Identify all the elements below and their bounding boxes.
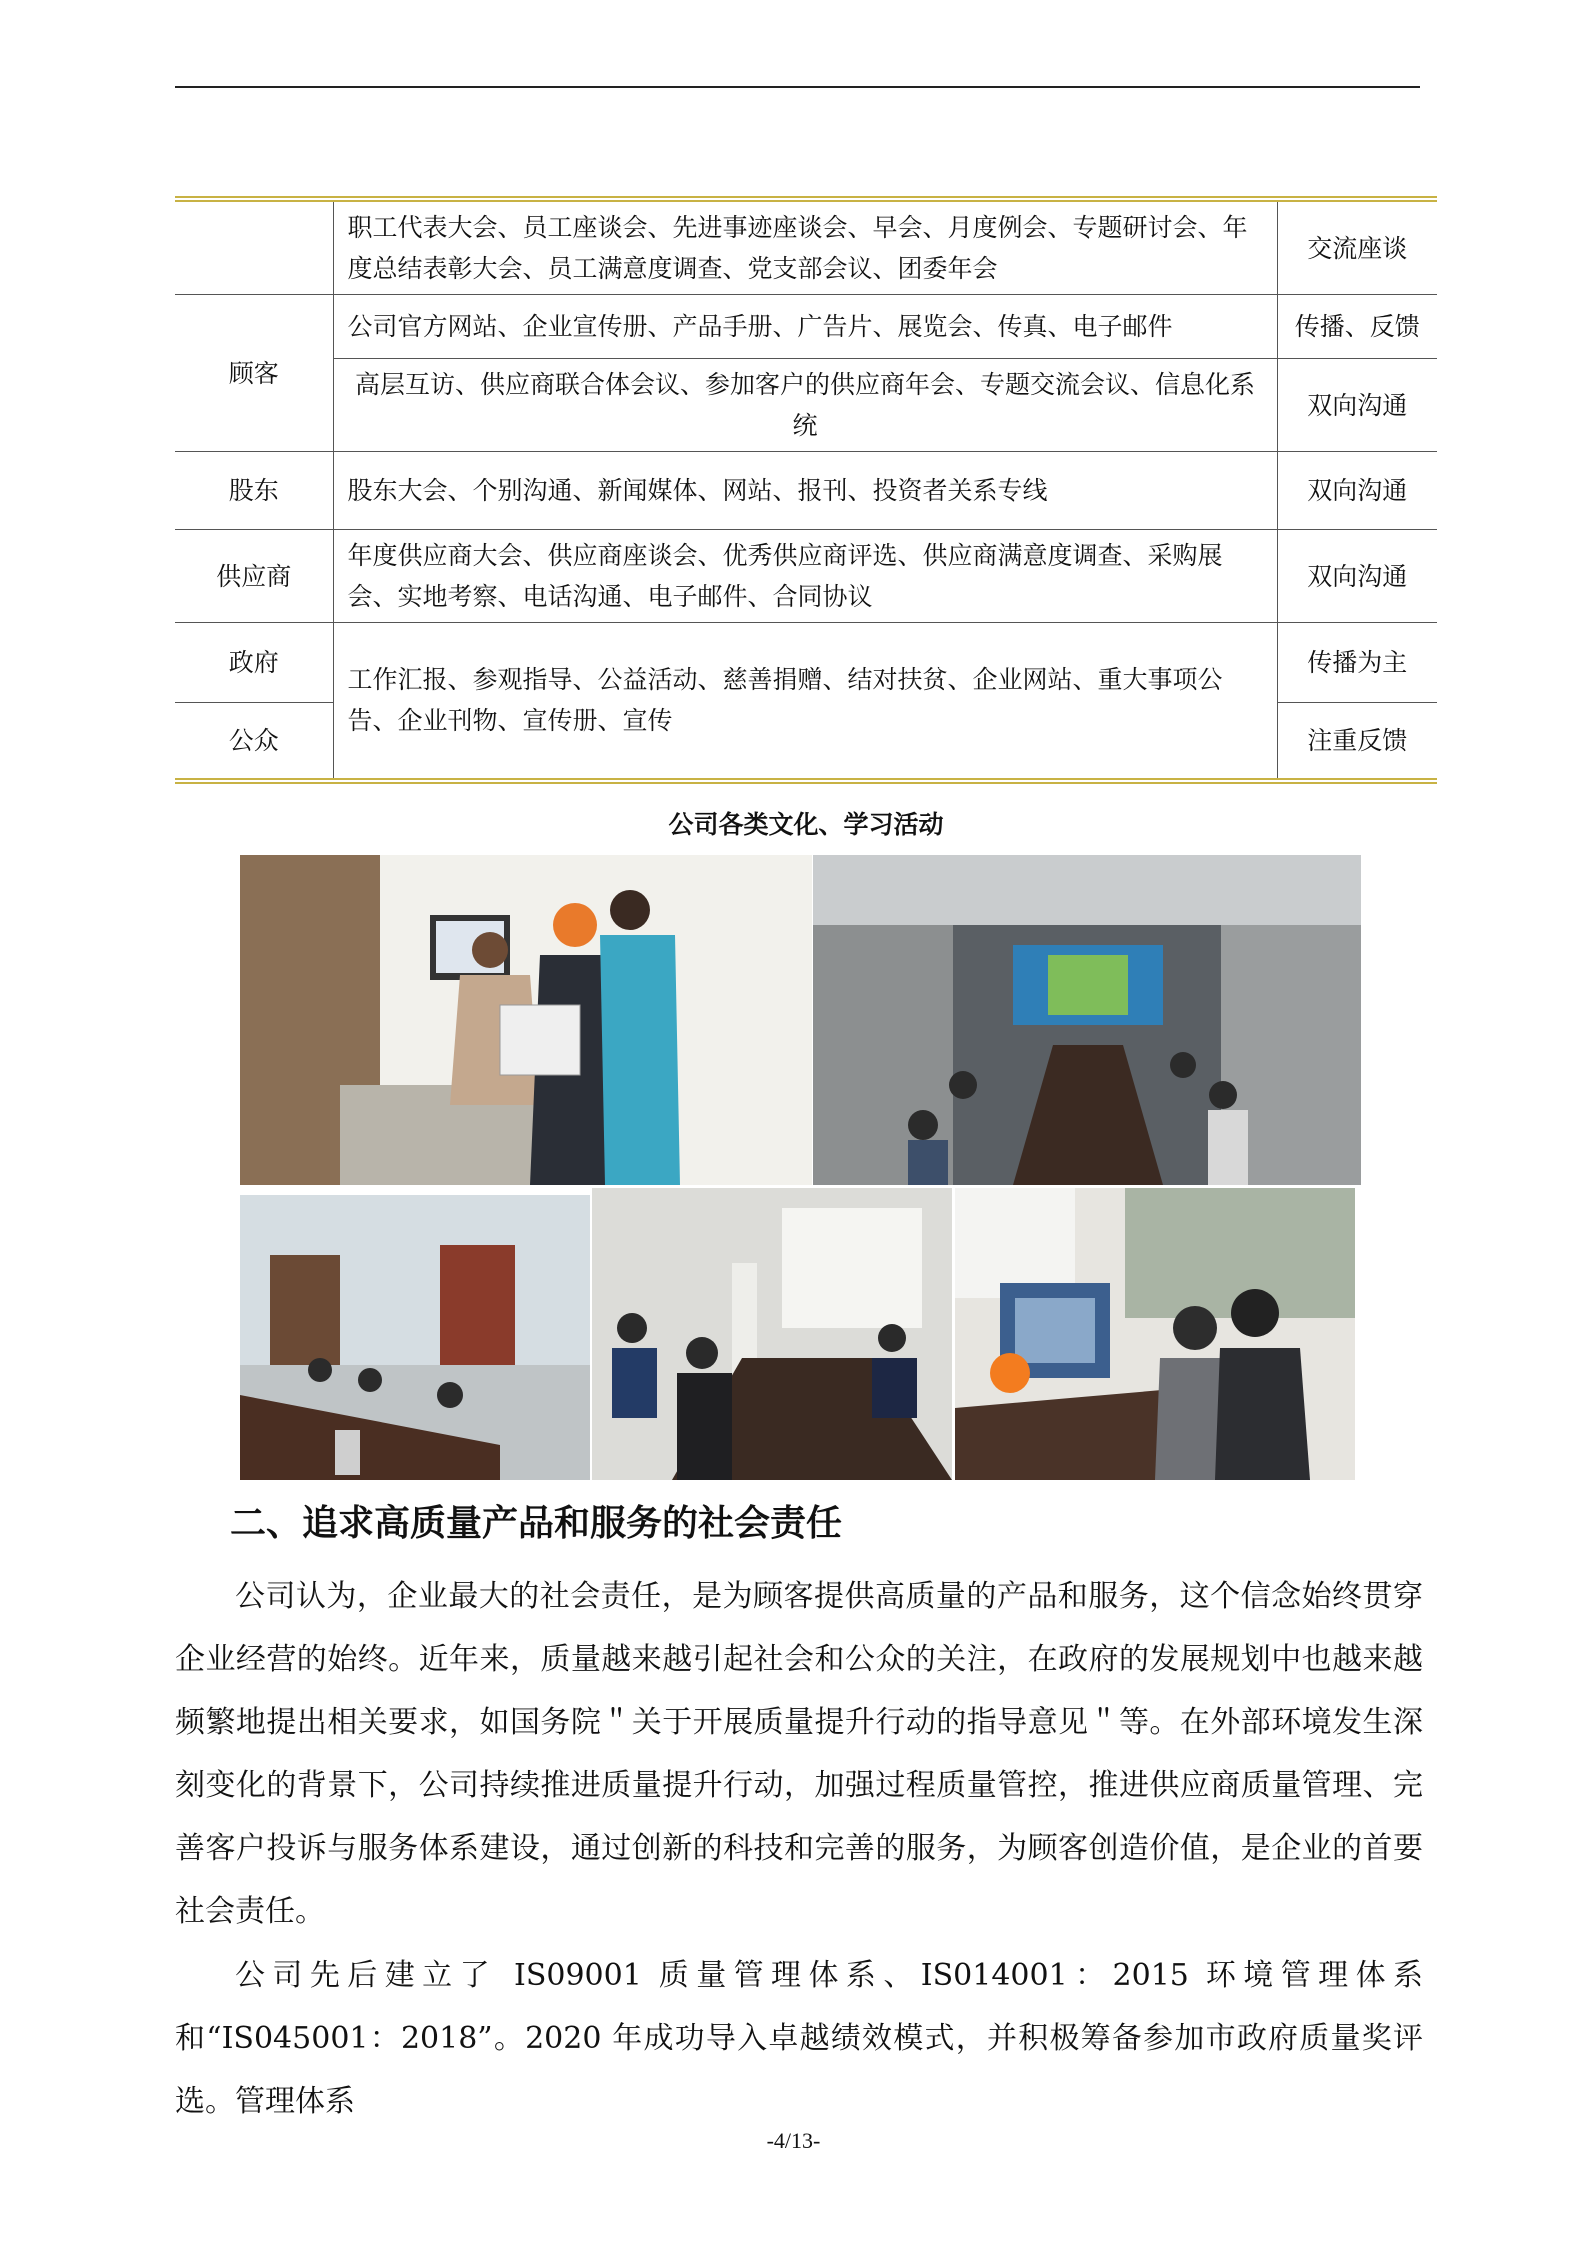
table-row — [175, 359, 1437, 452]
stakeholder-cell: 政府 — [175, 623, 333, 703]
method-cell: 双向沟通 — [1277, 530, 1437, 623]
photo-meeting-group — [592, 1188, 952, 1480]
header-rule — [175, 86, 1420, 88]
method-cell: 传播、反馈 — [1277, 295, 1437, 359]
channels-cell: 股东大会、个别沟通、新闻媒体、网站、报刊、投资者关系专线 — [333, 452, 1277, 530]
table-row — [175, 530, 1437, 623]
channels-cell: 高层互访、供应商联合体会议、参加客户的供应商年会、专题交流会议、信息化系统 — [333, 359, 1277, 452]
channels-cell: 职工代表大会、员工座谈会、先进事迹座谈会、早会、月度例会、专题研讨会、年度总结表彰大会、员工满意度调查、党支部会议、团委年会 — [333, 199, 1277, 295]
photo-video-conference — [955, 1188, 1355, 1480]
stakeholder-cell — [175, 199, 333, 295]
table-row — [175, 623, 1437, 703]
channels-cell: 年度供应商大会、供应商座谈会、优秀供应商评选、供应商满意度调查、采购展会、实地考察、电话沟通、电子邮件、合同协议 — [333, 530, 1277, 623]
stakeholder-cell: 公众 — [175, 703, 333, 781]
section-title: 二、追求高质量产品和服务的社会责任 — [230, 1503, 843, 1544]
stakeholder-cell: 股东 — [175, 452, 333, 530]
table-row — [175, 295, 1437, 359]
method-cell: 传播为主 — [1277, 623, 1437, 703]
paragraph: 公司认为，企业最大的社会责任，是为顾客提供高质量的产品和服务，这个信念始终贯穿企业经营的始终。近年来，质量越来越引起社会和公众的关注，在政府的发展规划中也越来越频繁地提出相关要求，如国务院＂关于开展质量提升行动的指导意见＂等。在外部环境发生深刻变化的背景下，公司持续推进质量提升行动，加强过程质量管控，推进供应商质量管理、完善客户投诉与服务体系建设，通过创新的科技和完善的服务，为顾客创造价值，是企业的首要社会责任。 — [175, 1579, 1423, 1929]
method-cell: 双向沟通 — [1277, 452, 1437, 530]
table-row — [175, 199, 1437, 295]
channels-cell: 公司官方网站、企业宣传册、产品手册、广告片、展览会、传真、电子邮件 — [333, 295, 1277, 359]
method-cell: 交流座谈 — [1277, 199, 1437, 295]
table-row — [175, 452, 1437, 530]
photo-lab-workers — [240, 855, 812, 1185]
photo-caption: 公司各类文化、学习活动 — [668, 810, 944, 839]
stakeholder-cell: 供应商 — [175, 530, 333, 623]
photo-conference-room — [813, 855, 1361, 1185]
method-cell: 注重反馈 — [1277, 703, 1437, 781]
paragraph: 公司先后建立了 IS09001 质量管理体系、IS014001：2015 环境管理体系和“IS045001：2018”。2020 年成功导入卓越绩效模式，并积极筹备参加市政府质量奖评选。管理体系 — [175, 1958, 1423, 2119]
stakeholder-cell: 顾客 — [175, 295, 333, 452]
method-cell: 双向沟通 — [1277, 359, 1437, 452]
channels-cell: 工作汇报、参观指导、公益活动、慈善捐赠、结对扶贫、企业网站、重大事项公告、企业刊物、宣传册、宣传 — [333, 623, 1277, 781]
communication-table — [175, 196, 1437, 784]
photo-office-meeting — [240, 1195, 590, 1480]
page-number: -4/13- — [766, 2128, 821, 2153]
